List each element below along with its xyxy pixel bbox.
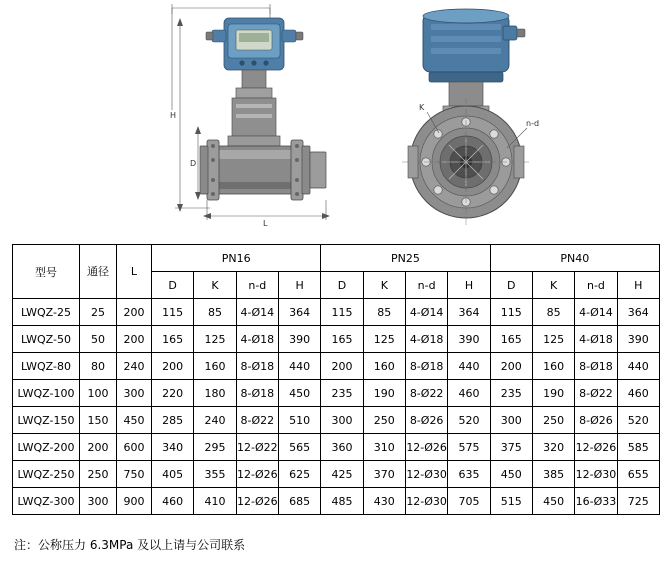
cell-pn40-k: 85: [532, 299, 574, 326]
cell-pn25-nd: 4-Ø14: [405, 299, 447, 326]
cell-model: LWQZ-80: [13, 353, 80, 380]
cell-pn40-h: 390: [617, 326, 659, 353]
specification-table: [12, 244, 660, 515]
cell-model: LWQZ-100: [13, 380, 80, 407]
cell-pn40-d: 200: [490, 353, 532, 380]
cell-pn40-d: 515: [490, 488, 532, 515]
cell-pn25-k: 370: [363, 461, 405, 488]
cell-pn25-h: 440: [448, 353, 490, 380]
cell-pn16-k: 410: [194, 488, 236, 515]
header-length: L: [117, 245, 152, 299]
cell-pn16-nd: 12-Ø26: [236, 488, 278, 515]
cell-pn40-nd: 12-Ø26: [575, 434, 617, 461]
cell-pn40-k: 250: [532, 407, 574, 434]
product-illustration: [0, 0, 671, 236]
cell-pn25-k: 160: [363, 353, 405, 380]
cell-pn25-d: 165: [321, 326, 363, 353]
cell-length: 200: [117, 299, 152, 326]
cell-pn40-d: 300: [490, 407, 532, 434]
cell-pn40-k: 125: [532, 326, 574, 353]
cell-pn25-h: 635: [448, 461, 490, 488]
cell-pn40-k: 160: [532, 353, 574, 380]
header-pn40-k: K: [532, 272, 574, 299]
cell-model: LWQZ-250: [13, 461, 80, 488]
cell-model: LWQZ-150: [13, 407, 80, 434]
cell-pn16-h: 510: [278, 407, 320, 434]
table-row: [13, 488, 660, 515]
dim-label-h: H: [170, 111, 177, 120]
dim-label-k: K: [419, 103, 425, 112]
dim-label-nd: n-d: [526, 119, 540, 128]
cell-pn16-nd: 8-Ø18: [236, 380, 278, 407]
header-pn25-h: H: [448, 272, 490, 299]
cell-pn25-k: 125: [363, 326, 405, 353]
table-row: [13, 461, 660, 488]
cell-pn16-h: 390: [278, 326, 320, 353]
cell-bore: 50: [80, 326, 117, 353]
cell-pn25-h: 575: [448, 434, 490, 461]
cell-pn25-nd: 8-Ø22: [405, 380, 447, 407]
cell-pn25-h: 390: [448, 326, 490, 353]
header-group-pn16: PN16: [152, 245, 321, 272]
cell-pn16-k: 355: [194, 461, 236, 488]
cell-pn16-nd: 4-Ø18: [236, 326, 278, 353]
cell-pn16-k: 160: [194, 353, 236, 380]
flowmeter-front-view: [375, 0, 590, 230]
cell-pn16-d: 220: [152, 380, 194, 407]
cell-bore: 250: [80, 461, 117, 488]
cell-bore: 80: [80, 353, 117, 380]
cell-bore: 100: [80, 380, 117, 407]
header-bore: 通径: [80, 245, 117, 299]
cell-pn40-nd: 8-Ø26: [575, 407, 617, 434]
table-header-row-1: [13, 245, 660, 272]
cell-pn16-d: 200: [152, 353, 194, 380]
header-pn40-d: D: [490, 272, 532, 299]
cell-length: 450: [117, 407, 152, 434]
cell-pn16-k: 85: [194, 299, 236, 326]
cell-pn40-h: 440: [617, 353, 659, 380]
cell-pn25-k: 430: [363, 488, 405, 515]
cell-pn16-k: 295: [194, 434, 236, 461]
cell-pn25-d: 485: [321, 488, 363, 515]
cell-pn25-nd: 8-Ø26: [405, 407, 447, 434]
cell-pn25-k: 310: [363, 434, 405, 461]
header-pn25-nd: n-d: [405, 272, 447, 299]
cell-pn25-h: 520: [448, 407, 490, 434]
cell-pn40-d: 375: [490, 434, 532, 461]
cell-pn40-nd: 16-Ø33: [575, 488, 617, 515]
cell-pn40-d: 165: [490, 326, 532, 353]
cell-pn40-k: 385: [532, 461, 574, 488]
header-pn16-nd: n-d: [236, 272, 278, 299]
header-pn40-nd: n-d: [575, 272, 617, 299]
cell-length: 900: [117, 488, 152, 515]
cell-pn16-h: 440: [278, 353, 320, 380]
cell-pn40-d: 235: [490, 380, 532, 407]
cell-pn25-k: 190: [363, 380, 405, 407]
cell-pn40-h: 460: [617, 380, 659, 407]
table-body: [13, 299, 660, 515]
spec-table-container: [12, 244, 660, 515]
cell-pn16-d: 460: [152, 488, 194, 515]
table-row: [13, 353, 660, 380]
cell-length: 750: [117, 461, 152, 488]
cell-pn40-nd: 4-Ø18: [575, 326, 617, 353]
cell-pn40-d: 115: [490, 299, 532, 326]
cell-model: LWQZ-50: [13, 326, 80, 353]
header-pn16-h: H: [278, 272, 320, 299]
dim-label-l: L: [263, 219, 268, 228]
cell-pn16-nd: 8-Ø22: [236, 407, 278, 434]
cell-length: 240: [117, 353, 152, 380]
cell-pn25-h: 705: [448, 488, 490, 515]
cell-pn16-h: 565: [278, 434, 320, 461]
cell-pn40-h: 520: [617, 407, 659, 434]
cell-pn16-d: 285: [152, 407, 194, 434]
header-group-pn40: PN40: [490, 245, 659, 272]
cell-pn40-nd: 12-Ø30: [575, 461, 617, 488]
header-pn16-k: K: [194, 272, 236, 299]
cell-pn25-nd: 12-Ø30: [405, 488, 447, 515]
cell-pn25-d: 235: [321, 380, 363, 407]
cell-pn40-h: 655: [617, 461, 659, 488]
flowmeter-side-view: [150, 0, 365, 230]
cell-pn40-d: 450: [490, 461, 532, 488]
cell-pn16-k: 125: [194, 326, 236, 353]
cell-pn16-nd: 4-Ø14: [236, 299, 278, 326]
cell-length: 200: [117, 326, 152, 353]
cell-pn25-k: 85: [363, 299, 405, 326]
cell-bore: 150: [80, 407, 117, 434]
cell-pn25-nd: 8-Ø18: [405, 353, 447, 380]
cell-pn16-nd: 12-Ø22: [236, 434, 278, 461]
table-row: [13, 380, 660, 407]
cell-pn40-h: 585: [617, 434, 659, 461]
cell-pn25-h: 460: [448, 380, 490, 407]
header-pn16-d: D: [152, 272, 194, 299]
dim-label-d: D: [190, 159, 197, 168]
header-pn40-h: H: [617, 272, 659, 299]
table-note: 注：公称压力 6.3MPa 及以上请与公司联系: [14, 538, 246, 552]
table-row: [13, 299, 660, 326]
cell-pn40-nd: 8-Ø18: [575, 353, 617, 380]
cell-pn16-k: 180: [194, 380, 236, 407]
cell-pn25-h: 364: [448, 299, 490, 326]
cell-pn25-nd: 12-Ø30: [405, 461, 447, 488]
cell-pn25-nd: 4-Ø18: [405, 326, 447, 353]
cell-pn16-k: 240: [194, 407, 236, 434]
cell-pn16-nd: 12-Ø26: [236, 461, 278, 488]
cell-pn40-k: 450: [532, 488, 574, 515]
cell-pn16-h: 364: [278, 299, 320, 326]
cell-pn16-h: 625: [278, 461, 320, 488]
cell-model: LWQZ-200: [13, 434, 80, 461]
cell-pn16-d: 115: [152, 299, 194, 326]
cell-pn16-h: 685: [278, 488, 320, 515]
cell-length: 300: [117, 380, 152, 407]
cell-pn40-h: 725: [617, 488, 659, 515]
cell-bore: 300: [80, 488, 117, 515]
cell-model: LWQZ-25: [13, 299, 80, 326]
table-row: [13, 326, 660, 353]
cell-pn40-h: 364: [617, 299, 659, 326]
cell-pn16-h: 450: [278, 380, 320, 407]
header-model: 型号: [13, 245, 80, 299]
table-row: [13, 407, 660, 434]
cell-bore: 200: [80, 434, 117, 461]
cell-pn16-d: 405: [152, 461, 194, 488]
cell-pn16-d: 165: [152, 326, 194, 353]
cell-pn25-d: 115: [321, 299, 363, 326]
cell-pn25-k: 250: [363, 407, 405, 434]
cell-pn25-nd: 12-Ø26: [405, 434, 447, 461]
table-row: [13, 434, 660, 461]
cell-pn25-d: 425: [321, 461, 363, 488]
cell-length: 600: [117, 434, 152, 461]
cell-pn25-d: 360: [321, 434, 363, 461]
cell-pn40-nd: 8-Ø22: [575, 380, 617, 407]
cell-bore: 25: [80, 299, 117, 326]
cell-model: LWQZ-300: [13, 488, 80, 515]
header-pn25-d: D: [321, 272, 363, 299]
cell-pn25-d: 200: [321, 353, 363, 380]
header-group-pn25: PN25: [321, 245, 490, 272]
header-pn25-k: K: [363, 272, 405, 299]
cell-pn40-nd: 4-Ø14: [575, 299, 617, 326]
cell-pn25-d: 300: [321, 407, 363, 434]
cell-pn16-nd: 8-Ø18: [236, 353, 278, 380]
cell-pn40-k: 190: [532, 380, 574, 407]
cell-pn40-k: 320: [532, 434, 574, 461]
cell-pn16-d: 340: [152, 434, 194, 461]
